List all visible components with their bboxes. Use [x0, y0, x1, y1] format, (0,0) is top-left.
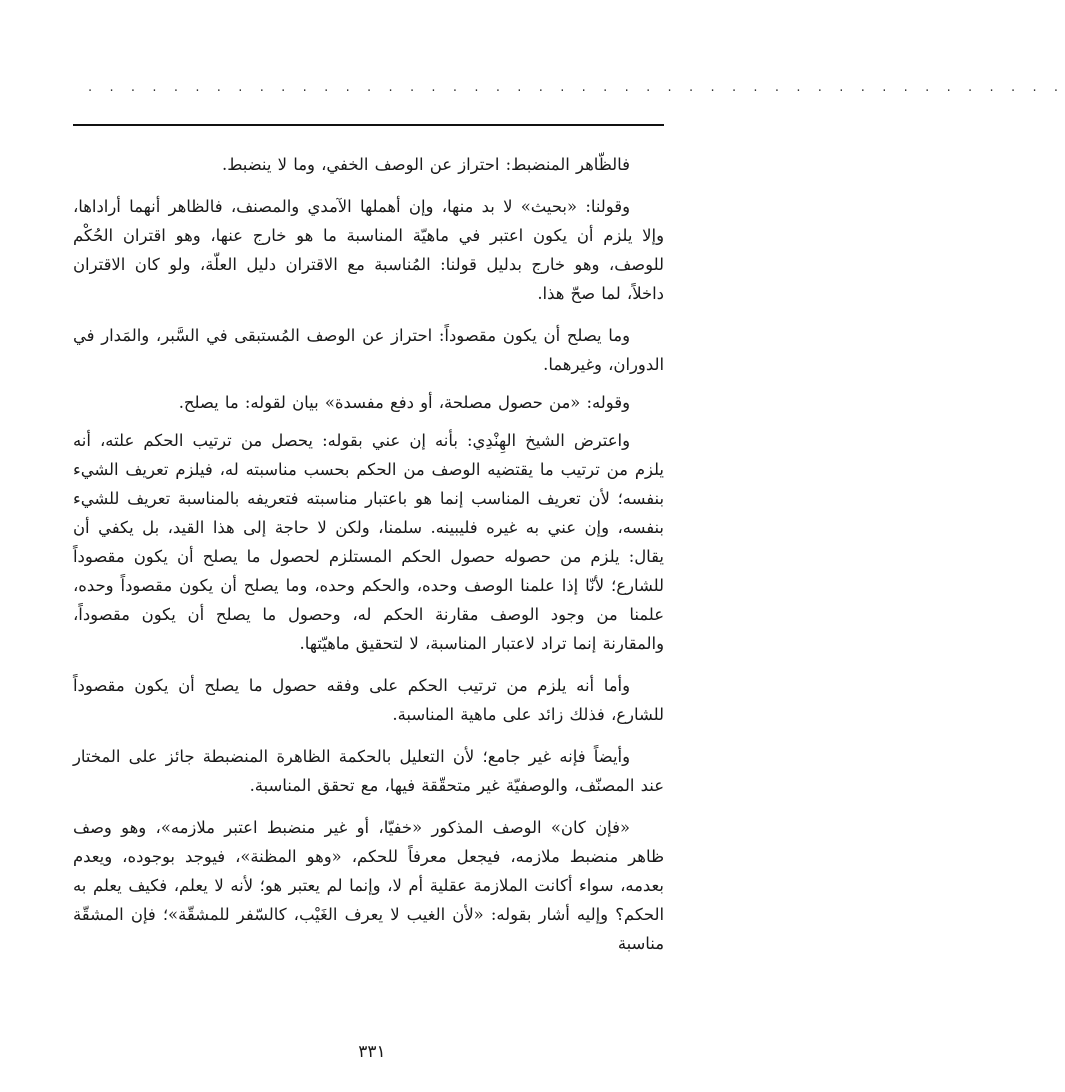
paragraph: وقولنا: «بحيث» لا بد منها، وإن أهملها الآمدي والمصنف، فالظاهر أنهما أراداها، وإلا يلزم أن يكون اعتبر في ماهيّة المناسبة ما هو خارج عنها، وهو اقتران الحُكْم للوصف، وهو خارج بدليل قولنا: المُناسبة مع الاقتران دليل العلّة، ولو كان الاقتران داخلاً، لما صحّ هذا.	[73, 197, 664, 303]
page-number: ٣٣١	[358, 1042, 386, 1062]
paragraph: وأيضاً فإنه غير جامع؛ لأن التعليل بالحكمة الظاهرة المنضبطة جائز على المختار عند المصنّف، والوصفيّة غير متحقّقة فيها، مع تحقق المناسبة.	[73, 747, 664, 795]
header-dotted-line: . . . . . . . . . . . . . . . . . . . . . . . . . . . . . . . . . . . . . . . . . . . . . .	[88, 80, 1065, 95]
page-body	[73, 150, 664, 1040]
paragraph: «فإن كان» الوصف المذكور «خفيّا، أو غير منضبط اعتبر ملازمه»، وهو وصف ظاهر منضبط ملازمه، فيجعل معرفاً للحكم، «وهو المظنة»، فيوجد بوجوده، ويعدم بعدمه، سواء أكانت الملازمة عقلية أم لا، وإنما لم يعتبر هو؛ لأنه لا يعلم، فكيف يعلم به الحكم؟ وإليه أشار بقوله: «لأن الغيب لا يعرف الغَيْب، كالسّفر للمشقّة»؛ فإن المشقّة مناسبة	[73, 818, 664, 953]
paragraph: فالظّاهر المنضبط: احتراز عن الوصف الخفي، وما لا ينضبط.	[222, 155, 630, 174]
paragraph: واعترض الشيخ الهِنْدِي: بأنه إن عني بقوله: يحصل من ترتيب الحكم علته، أنه يلزم من ترتيب ما يقتضيه الوصف من الحكم بحسب مناسبته له، فيلزم تعريف الشيء بنفسه؛ لأن تعريف المناسب إنما هو باعتبار مناسبته فتعريفه بالمناسبة تعريف للشيء بنفسه، وإن عني به غيره فليبينه. سلمنا، ولكن لا حاجة إلى هذا القيد، بل يكفي أن يقال: يلزم من حصوله حصول الحكم المستلزم لحصول ما يصلح أن يكون مقصوداً للشارع؛ لأنّا إذا علمنا الوصف وحده، والحكم وحده، وما يصلح أن يكون مقصوداً وحده، علمنا من وجود الوصف مقارنة الحكم له، وحصول ما يصلح أن يكون مقصوداً، والمقارنة إنما تراد لاعتبار المناسبة، لا لتحقيق ماهيّتها.	[73, 431, 664, 653]
paragraph: وأما أنه يلزم من ترتيب الحكم على وفقه حصول ما يصلح أن يكون مقصوداً للشارع، فذلك زائد على ماهية المناسبة.	[73, 676, 664, 724]
paragraph: وما يصلح أن يكون مقصوداً: احتراز عن الوصف المُستبقى في السَّبر، والمَدار في الدوران، وغيرهما.	[73, 326, 664, 374]
header-rule	[73, 124, 664, 126]
paragraph: وقوله: «من حصول مصلحة، أو دفع مفسدة» بيان لقوله: ما يصلح.	[178, 393, 630, 412]
